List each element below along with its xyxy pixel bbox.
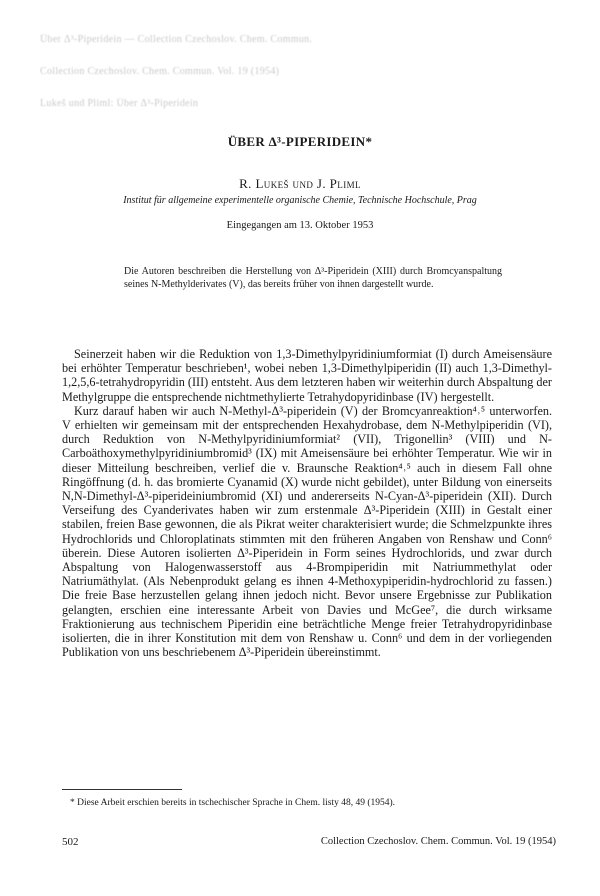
body-text: [62, 347, 552, 659]
received-date: Eingegangen am 13. Oktober 1953: [226, 220, 374, 231]
paragraph-1: Seinerzeit haben wir die Reduktion von 1,3-Dimethylpyridiniumformiat (I) durch Ameisensäure bei erhöhter Temperatur beschrieben¹, wobei neben 1,3-Dimethylpiperidin (II) auch 1,3-Dimethyl-1,2,5,6-tetrahydropyridin (III) entsteht. Aus dem letzteren haben wir weiterhin durch Abspaltung der Methylgruppe die entsprechende nichtmethylierte Tetrahydopyridinbase (IV) hergestellt.: [62, 347, 552, 404]
journal-reference: Collection Czechoslov. Chem. Commun. Vol. 19 (1954): [320, 836, 556, 847]
bleed-through-line: Über Δ³-Piperidein — Collection Czechoslov. Chem. Commun.: [40, 34, 313, 45]
page-number: 502: [62, 836, 79, 848]
footnote: * Diese Arbeit erschien bereits in tschechischer Sprache in Chem. listy 48, 49 (1954).: [70, 798, 396, 808]
abstract: Die Autoren beschreiben die Herstellung von Δ³-Piperidein (XIII) durch Bromcyanspaltung seines N-Methylderivates (V), das bereits früher von ihnen dargestellt wurde.: [124, 266, 502, 290]
author-affiliation: Institut für allgemeine experimentelle organische Chemie, Technische Hochschule, Prag: [123, 195, 477, 206]
footnote-rule: [62, 789, 182, 790]
paper-authors: R. Lukeš und J. Pliml: [239, 176, 361, 191]
bleed-through-line: Collection Czechoslov. Chem. Commun. Vol. 19 (1954): [40, 66, 280, 77]
bleed-through-line: Lukeš und Pliml: Über Δ³-Piperidein: [40, 98, 199, 109]
paper-title: ÜBER Δ³-PIPERIDEIN*: [227, 134, 373, 149]
paragraph-2: Kurz darauf haben wir auch N-Methyl-Δ³-piperidein (V) der Bromcyanreaktion⁴˒⁵ unterworfen. V erhielten wir gemeinsam mit der entsprechenden Hexahydrobase, dem N-Methylpiperidin (VI), durch Reduktion von N-Methylpyridiniumformiat² (VII), Trigonellin³ (VIII) und N-Carboäthoxymethylpyridiniumbromid³ (IX) mit Ameisensäure bei erhöhter Temperatur. Wie wir in dieser Mitteilung beschreiben, verlief die v. Braunsche Reaktion⁴˒⁵ auch in diesem Fall ohne Ringöffnung (d. h. das bromierte Cyanamid (X) wurde nicht gebildet), unter Bildung von einerseits N,N-Dimethyl-Δ³-piperideiniumbromid (XI) und andererseits N-Cyan-Δ³-piperidein (XII). Durch Verseifung des Cyanderivates haben wir zum erstenmale Δ³-Piperidein (XIII) in Gestalt einer stabilen, freien Base gewonnen, die als Pikrat weiter charakterisiert wurde; die Schmelzpunkte ihres Hydrochlorids und Chloroplatinats stimmten mit den früheren Angaben von Renshaw und Conn⁶ überein. Diese Autoren isolierten Δ³-Piperidein in Form seines Hydrochlorids, und zwar durch Abspaltung von Halogenwasserstoff aus 4-Brompiperidin mit Natriummethylat oder Natriumäthylat. (Als Nebenprodukt gelang es ihnen 4-Methoxypiperidin-hydrochlorid zu fassen.) Die freie Base herzustellen gelang ihnen jedoch nicht. Bevor unsere Ergebnisse zur Publikation gelangten, erschien eine interessante Arbeit von Davies und McGee⁷, die durch wirksame Fraktionierung aus technischem Piperidin eine beträchtliche Menge freier Tetrahydropyridinbase isolierten, die in ihrer Konstitution mit dem von Renshaw u. Conn⁶ und dem in der vorliegenden Publikation von uns beschriebenem Δ³-Piperidein übereinstimmt.: [62, 403, 552, 660]
